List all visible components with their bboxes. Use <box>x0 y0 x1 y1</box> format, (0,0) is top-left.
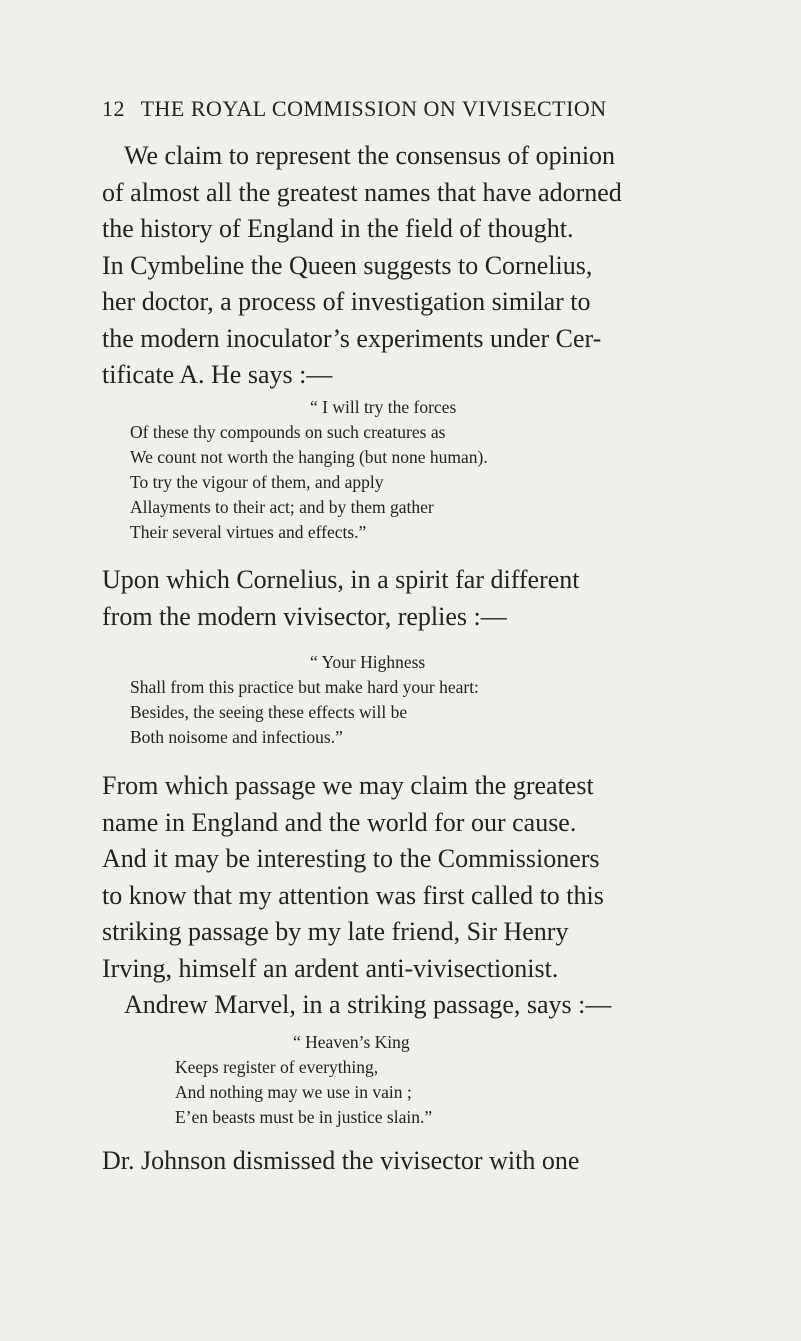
quote-line: Allayments to their act; and by them gather <box>130 497 434 517</box>
text-line: Irving, himself an ardent anti-vivisectionist. <box>102 953 559 983</box>
text-line: tificate A. He says :— <box>102 360 333 389</box>
quote-line: Shall from this practice but make hard your heart: <box>130 677 479 697</box>
text-line: Upon which Cornelius, in a spirit far different <box>102 565 580 594</box>
quote-line: And nothing may we use in vain ; <box>175 1082 412 1102</box>
quote-line: Their several virtues and effects.” <box>130 522 367 542</box>
quote-line: E’en beasts must be in justice slain.” <box>175 1107 433 1127</box>
running-title: THE ROYAL COMMISSION ON VIVISECTION <box>140 96 607 121</box>
quote-line: Both noisome and infectious.” <box>130 727 343 747</box>
text-line: the history of England in the field of thought. <box>102 214 574 243</box>
quote-line: Of these thy compounds on such creatures as <box>130 422 446 442</box>
quote-line: Besides, the seeing these effects will be <box>130 702 408 722</box>
quote-queen <box>130 395 730 545</box>
quote-marvel <box>175 1030 775 1130</box>
quote-line: To try the vigour of them, and apply <box>130 472 384 492</box>
quote-cornelius <box>130 650 730 750</box>
quote-line: “ Heaven’s King <box>293 1032 410 1052</box>
quote-line: Keeps register of everything, <box>175 1057 379 1077</box>
text-line: from the modern vivisector, replies :— <box>102 601 507 631</box>
page-number: 12 <box>102 96 125 121</box>
text-line: striking passage by my late friend, Sir Henry <box>102 917 569 946</box>
text-line: In Cymbeline the Queen suggests to Cornelius, <box>102 250 593 280</box>
quote-line: “ I will try the forces <box>310 397 457 417</box>
text-line: to know that my attention was first called to this <box>102 880 604 910</box>
text-line: name in England and the world for our cause. <box>102 807 577 837</box>
text-line: the modern inoculator’s experiments under Cer- <box>102 323 602 353</box>
paragraph-cornelius-reply <box>102 562 732 635</box>
quote-line: “ Your Highness <box>310 652 426 672</box>
paragraph-johnson <box>102 1143 732 1180</box>
text-line: We claim to represent the consensus of opinion <box>124 141 616 170</box>
text-line: Andrew Marvel, in a striking passage, says :— <box>124 990 612 1019</box>
running-header <box>102 96 722 122</box>
quote-line: We count not worth the hanging (but none human). <box>130 447 488 467</box>
text-line: of almost all the greatest names that have adorned <box>102 177 622 207</box>
paragraph-greatest-name <box>102 768 732 1024</box>
text-line: From which passage we may claim the greatest <box>102 771 594 800</box>
text-line: Dr. Johnson dismissed the vivisector with one <box>102 1146 580 1175</box>
paragraph-cymbeline-intro <box>102 138 732 394</box>
text-line: And it may be interesting to the Commissioners <box>102 844 600 873</box>
text-line: her doctor, a process of investigation similar to <box>102 287 591 316</box>
